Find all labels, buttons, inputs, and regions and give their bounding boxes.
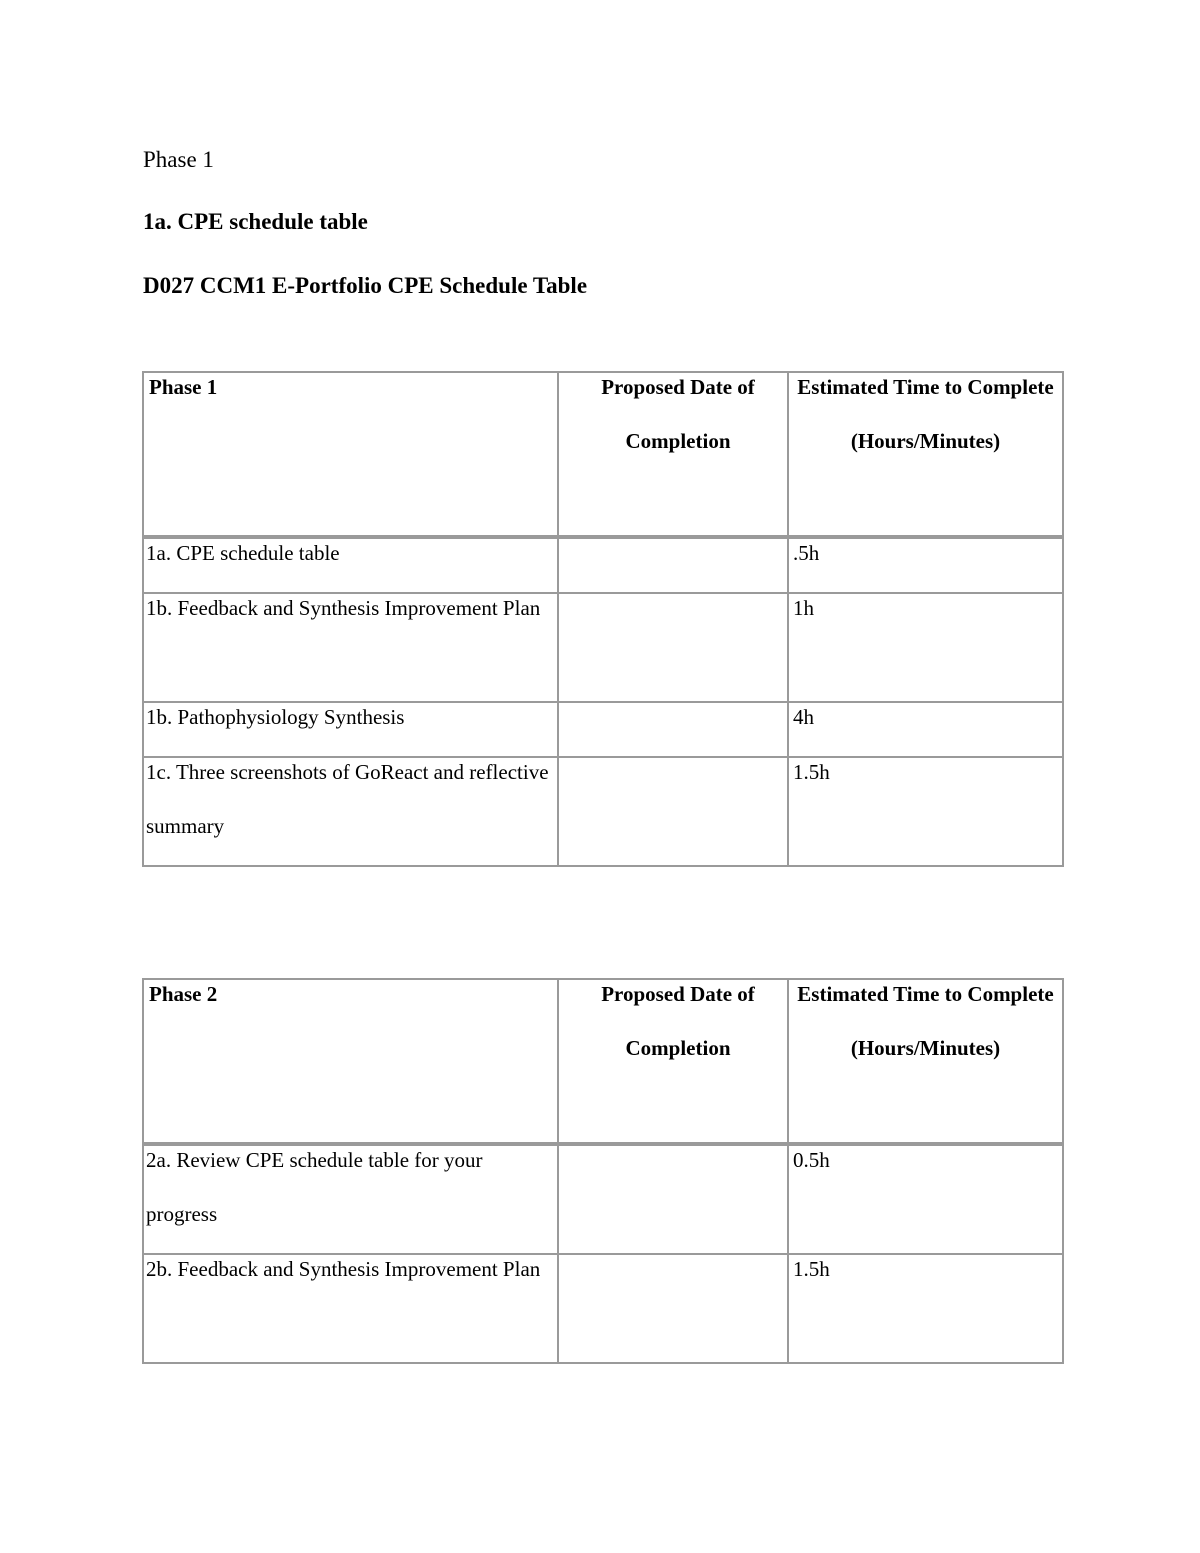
phase-2-schedule-table	[142, 978, 1064, 1364]
header-cell-phase: Phase 2	[143, 979, 558, 1144]
table-row	[143, 1144, 1063, 1254]
task-cell: 2a. Review CPE schedule table for your progress	[143, 1144, 558, 1254]
time-cell: 1.5h	[788, 757, 1063, 866]
phase-1-schedule-table	[142, 371, 1064, 867]
header-cell-estimated-time: Estimated Time to Complete (Hours/Minutes)	[788, 979, 1063, 1144]
task-cell: 2b. Feedback and Synthesis Improvement Plan	[143, 1254, 558, 1363]
task-cell: 1a. CPE schedule table	[143, 537, 558, 593]
task-cell: 1b. Feedback and Synthesis Improvement Plan	[143, 593, 558, 702]
header-cell-proposed-date: Proposed Date of Completion	[558, 372, 788, 537]
time-cell: 1h	[788, 593, 1063, 702]
date-cell	[558, 757, 788, 866]
date-cell	[558, 593, 788, 702]
time-cell: .5h	[788, 537, 1063, 593]
header-cell-estimated-time: Estimated Time to Complete (Hours/Minutes)	[788, 372, 1063, 537]
time-cell: 1.5h	[788, 1254, 1063, 1363]
table-row	[143, 593, 1063, 702]
table-header-row	[143, 372, 1063, 537]
task-cell: 1c. Three screenshots of GoReact and reflective summary	[143, 757, 558, 866]
table-row	[143, 757, 1063, 866]
date-cell	[558, 537, 788, 593]
header-cell-phase: Phase 1	[143, 372, 558, 537]
table-title: D027 CCM1 E-Portfolio CPE Schedule Table	[143, 273, 588, 298]
task-cell: 1b. Pathophysiology Synthesis	[143, 702, 558, 757]
table-row	[143, 1254, 1063, 1363]
date-cell	[558, 1144, 788, 1254]
phase-label: Phase 1	[143, 147, 214, 172]
header-cell-proposed-date: Proposed Date of Completion	[558, 979, 788, 1144]
section-heading: 1a. CPE schedule table	[143, 209, 368, 234]
table-header-row	[143, 979, 1063, 1144]
date-cell	[558, 702, 788, 757]
time-cell: 0.5h	[788, 1144, 1063, 1254]
time-cell: 4h	[788, 702, 1063, 757]
date-cell	[558, 1254, 788, 1363]
